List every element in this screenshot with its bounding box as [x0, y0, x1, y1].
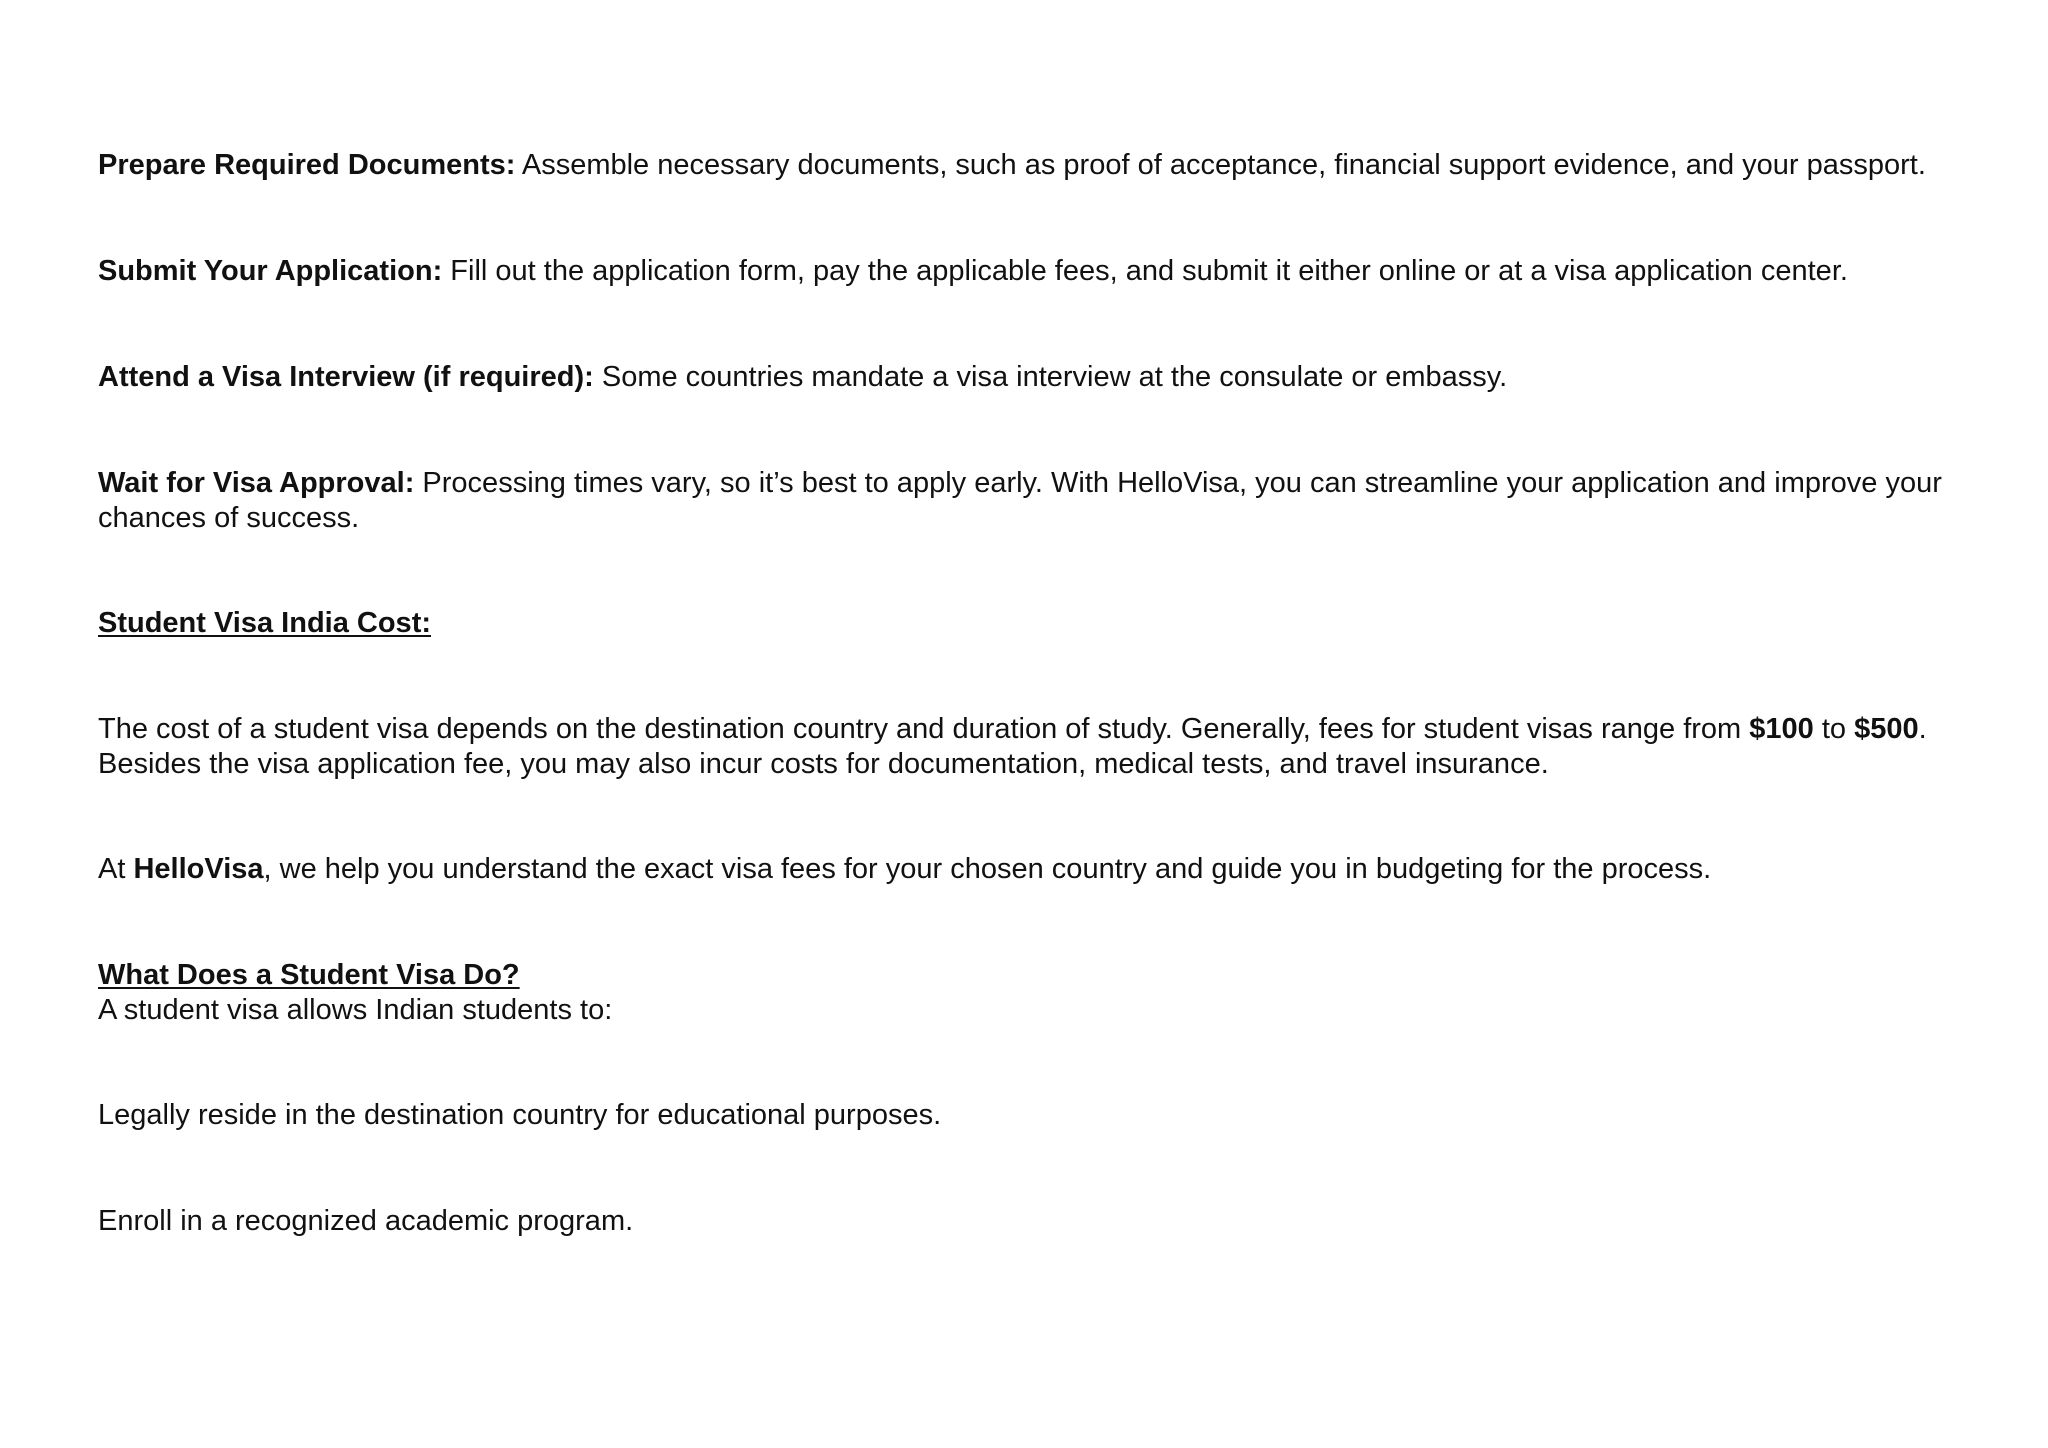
step-label: Attend a Visa Interview (if required): [98, 361, 594, 393]
step-text: Processing times vary, so it’s best to apply early. With HelloVisa, you can streamline your application and improve your chances of success. [98, 467, 1942, 534]
cost-text-to: to [1813, 713, 1855, 745]
cost-text: The cost of a student visa depends on the destination country and duration of study. Generally, fees for student visas range from [98, 713, 1750, 745]
cost-heading: Student Visa India Cost: [98, 607, 432, 639]
cost-amount-high: $500 [1854, 713, 1919, 745]
step-submit-application [98, 254, 1978, 289]
step-text: Fill out the application form, pay the applicable fees, and submit it either online or at a visa application center. [442, 255, 1848, 287]
cost-text-rest: . Besides the visa application fee, you may also incur costs for documentation, medical tests, and travel insurance. [98, 713, 1927, 780]
purpose-section [98, 958, 1978, 1028]
purpose-intro: A student visa allows Indian students to: [98, 994, 613, 1026]
step-label: Prepare Required Documents: [98, 149, 516, 181]
step-prepare-documents [98, 148, 1978, 183]
paragraph-prefix: At [98, 853, 134, 885]
step-text: Assemble necessary documents, such as proof of acceptance, financial support evidence, and your passport. [515, 149, 1926, 181]
purpose-item: Legally reside in the destination country for educational purposes. [98, 1099, 942, 1131]
paragraph-rest: , we help you understand the exact visa fees for your chosen country and guide you in budgeting for the process. [263, 853, 1712, 885]
purpose-item: Enroll in a recognized academic program. [98, 1205, 634, 1237]
brand-name: HelloVisa [133, 853, 264, 885]
step-label: Submit Your Application: [98, 255, 443, 287]
purpose-heading: What Does a Student Visa Do? [98, 959, 520, 991]
step-text: Some countries mandate a visa interview at the consulate or embassy. [593, 361, 1508, 393]
step-attend-interview [98, 360, 1978, 395]
step-wait-approval [98, 466, 1978, 536]
cost-amount-low: $100 [1749, 713, 1814, 745]
step-label: Wait for Visa Approval: [98, 467, 415, 499]
hellovisa-paragraph [98, 852, 1978, 887]
cost-paragraph [98, 712, 1978, 782]
